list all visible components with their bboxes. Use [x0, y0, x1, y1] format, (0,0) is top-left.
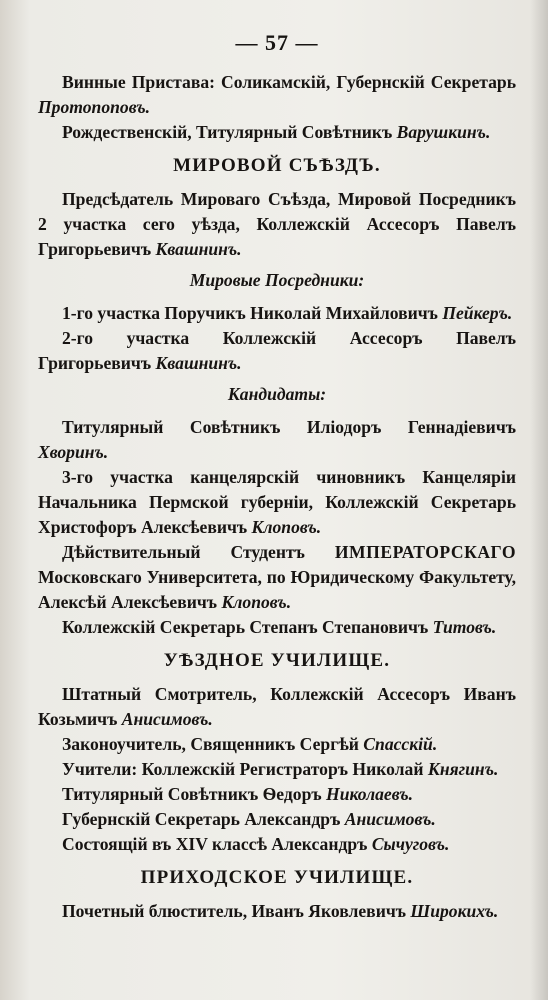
person-name: Анисимовъ.	[121, 709, 213, 729]
paragraph-text: 3-го участка канцелярскій чиновникъ Канцеляріи Начальника Пермской губерніи, Коллежскій Секретарь Христофоръ Алексѣевичъ	[38, 467, 516, 537]
paragraph-text: Рождественскій, Титулярный Совѣтникъ	[62, 122, 397, 142]
person-name: Квашнинъ.	[155, 353, 242, 373]
paragraph-text: Коллежскій Секретарь Степанъ Степановичъ	[62, 617, 433, 637]
subsection-title-posredniki: Мировые Посредники:	[189, 270, 365, 290]
paragraph-text: Титулярный Совѣтникъ Иліодоръ Геннадіевичъ	[62, 417, 516, 437]
section-title-prihodskoe: ПРИХОДСКОЕ УЧИЛИЩЕ.	[140, 867, 414, 888]
paragraph-text: Почетный блюститель, Иванъ Яковлевичъ	[62, 901, 411, 921]
paragraph-blyustitel	[38, 899, 516, 924]
person-name: Протопоповъ.	[38, 97, 150, 117]
paragraph-text: Московскаго Университета, по Юридическому Факультету, Алексѣй Алексѣевичъ	[38, 567, 516, 612]
paragraph-nikolaev	[38, 782, 516, 807]
person-name: Княгинъ.	[427, 759, 499, 779]
person-name: Сычуговъ.	[371, 834, 450, 854]
paragraph-uchiteli	[38, 757, 516, 782]
paragraph-khvorin	[38, 415, 516, 465]
section-title-uezdnoe: УѢЗДНОЕ УЧИЛИЩЕ.	[163, 650, 391, 671]
paragraph-text: Губернскій Секретарь Александръ	[62, 809, 345, 829]
paragraph-smotritel	[38, 682, 516, 732]
person-name: Широкихъ.	[410, 901, 499, 921]
paragraph-vinnye-pristava	[38, 70, 516, 120]
paragraph-text: Титулярный Совѣтникъ Ѳедоръ	[62, 784, 327, 804]
paragraph-text: Предсѣдатель Мироваго Съѣзда, Мировой Посредникъ 2 участка сего уѣзда, Коллежскій Ассесоръ Павелъ Григорьевичъ	[38, 189, 516, 259]
person-name: Анисимовъ.	[344, 809, 436, 829]
paragraph-text: 1-го участка Поручикъ Николай Михайловичъ	[62, 303, 443, 323]
page-edge-shadow	[530, 0, 548, 1000]
paragraph-rozhdestvenskii	[38, 120, 516, 145]
page-number: — 57 —	[235, 30, 319, 55]
person-name: Титовъ.	[432, 617, 497, 637]
paragraph-uchastok-1	[38, 301, 516, 326]
paragraph-text: Законоучитель, Священникъ Сергѣй	[62, 734, 364, 754]
paragraph-uchastok-3	[38, 465, 516, 540]
paragraph-anisimov-2	[38, 807, 516, 832]
paragraph-text: Дѣйствительный Студентъ	[62, 542, 335, 562]
paragraph-caps-text: ИМПЕРАТОРСКАГО	[334, 542, 516, 562]
paragraph-text: 2-го участка Коллежскій Ассесоръ Павелъ Григорьевичъ	[38, 328, 516, 373]
paragraph-sychugov	[38, 832, 516, 857]
person-name: Хворинъ.	[38, 442, 109, 462]
page-content	[38, 30, 516, 924]
paragraph-text: Винные Пристава: Соликамскій, Губернскій Секретарь	[62, 72, 516, 92]
person-name: Клоповъ.	[221, 592, 292, 612]
section-title-mirovoi: МИРОВОЙ СЪѢЗДЪ.	[173, 155, 381, 176]
paragraph-text: Учители: Коллежскій Регистраторъ Николай	[62, 759, 428, 779]
person-name: Квашнинъ.	[155, 239, 242, 259]
person-name: Спасскій.	[363, 734, 438, 754]
paragraph-titov	[38, 615, 516, 640]
subsection-title-kandidaty: Кандидаты:	[227, 384, 327, 404]
paragraph-text: Штатный Смотритель, Коллежскій Ассесоръ Иванъ Козьмичъ	[38, 684, 516, 729]
person-name: Варушкинъ.	[396, 122, 491, 142]
person-name: Николаевъ.	[326, 784, 414, 804]
paragraph-text: Состоящій въ XIV классѣ Александръ	[62, 834, 372, 854]
person-name: Клоповъ.	[251, 517, 322, 537]
paragraph-student	[38, 540, 516, 615]
paragraph-predsedatel	[38, 187, 516, 262]
person-name: Пейкеръ.	[442, 303, 513, 323]
paragraph-zakonouchitel	[38, 732, 516, 757]
paragraph-uchastok-2	[38, 326, 516, 376]
